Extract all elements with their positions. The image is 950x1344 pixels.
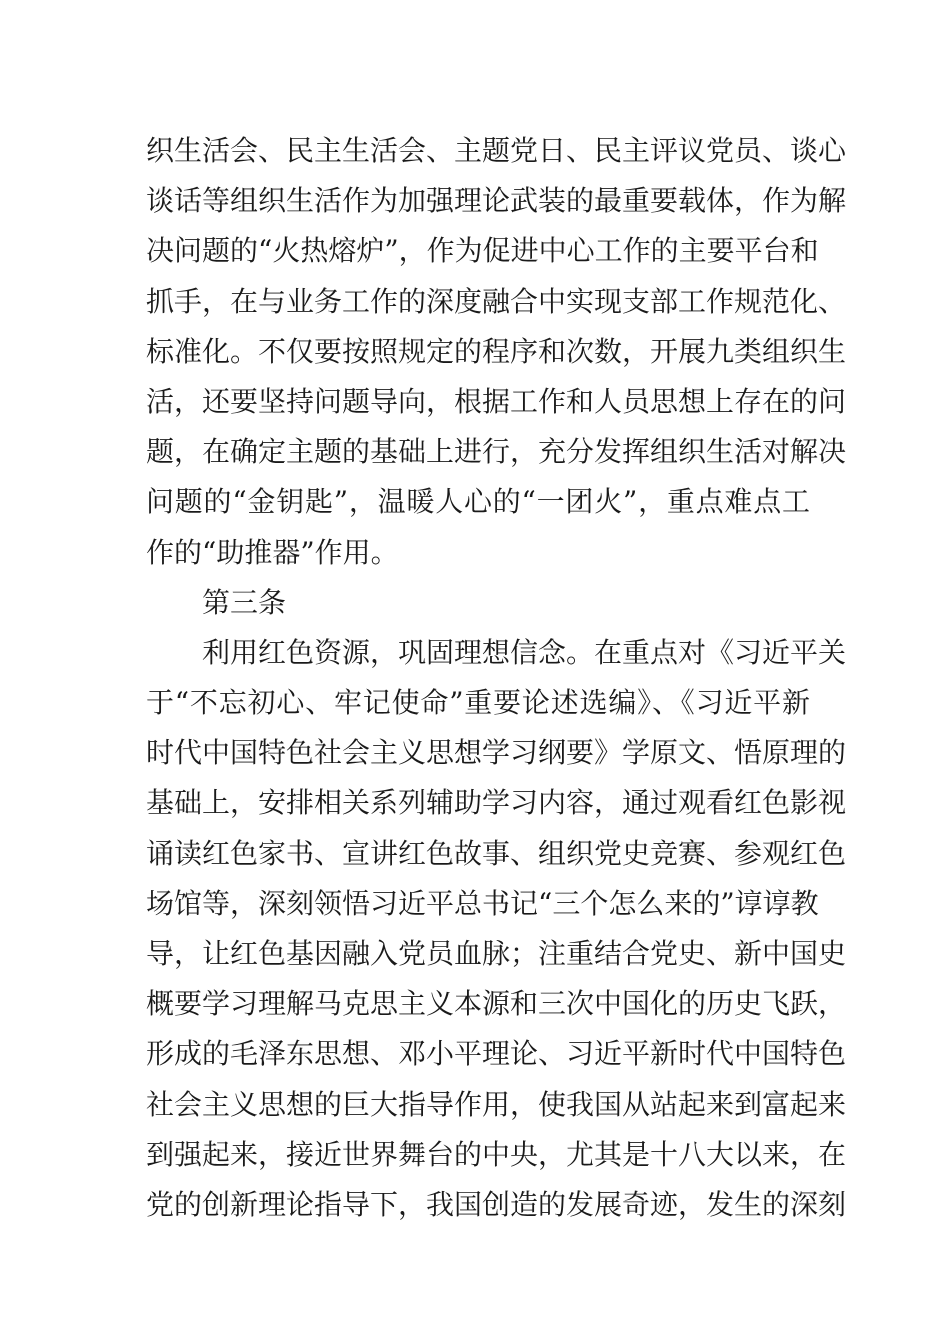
text-line: 题，在确定主题的基础上进行，充分发挥组织生活对解决 xyxy=(146,435,847,469)
text-line: 织生活会、民主生活会、主题党日、民主评议党员、谈心 xyxy=(146,134,847,167)
text-line: 到强起来，接近世界舞台的中央，尤其是十八大以来，在 xyxy=(146,1137,847,1171)
text-line: 社会主义思想的巨大指导作用，使我国从站起来到富起来 xyxy=(146,1087,847,1121)
text-line: 谈话等组织生活作为加强理论武装的最重要载体，作为解 xyxy=(146,184,847,218)
paragraph-2 xyxy=(146,628,847,1230)
text-line: 概要学习理解马克思主义本源和三次中国化的历史飞跃， xyxy=(146,987,847,1021)
text-line: 活，还要坚持问题导向，根据工作和人员思想上存在的问 xyxy=(146,384,847,418)
text-line: 利用红色资源，巩固理想信念。在重点对《习近平关 xyxy=(202,635,847,669)
text-line: 标准化。不仅要按照规定的程序和次数，开展九类组织生 xyxy=(146,334,847,368)
paragraph-1 xyxy=(146,126,847,578)
article-heading: 第三条 xyxy=(202,585,287,619)
text-line: 基础上，安排相关系列辅助学习内容，通过观看红色影视 xyxy=(146,786,847,820)
text-line: 抓手，在与业务工作的深度融合中实现支部工作规范化、 xyxy=(146,284,847,318)
text-line: 时代中国特色社会主义思想学习纲要》学原文、悟原理的 xyxy=(146,736,847,770)
text-line: 决问题的“火热熔炉”，作为促进中心工作的主要平台和 xyxy=(146,234,819,268)
text-line: 诵读红色家书、宣讲红色故事、组织党史竞赛、参观红色 xyxy=(146,836,847,870)
text-line: 导，让红色基因融入党员血脉；注重结合党史、新中国史 xyxy=(146,937,847,970)
text-line: 形成的毛泽东思想、邓小平理论、习近平新时代中国特色 xyxy=(146,1037,847,1071)
text-line: 问题的“金钥匙”，温暖人心的“一团火”，重点难点工 xyxy=(146,485,810,519)
document-body xyxy=(146,126,847,1230)
text-line: 于“不忘初心、牢记使命”重要论述选编》、《习近平新 xyxy=(146,686,810,720)
text-line: 场馆等，深刻领悟习近平总书记“三个怎么来的”谆谆教 xyxy=(146,886,819,920)
text-line: 作的“助推器”作用。 xyxy=(146,535,399,569)
text-line: 党的创新理论指导下，我国创造的发展奇迹，发生的深刻 xyxy=(146,1187,847,1221)
